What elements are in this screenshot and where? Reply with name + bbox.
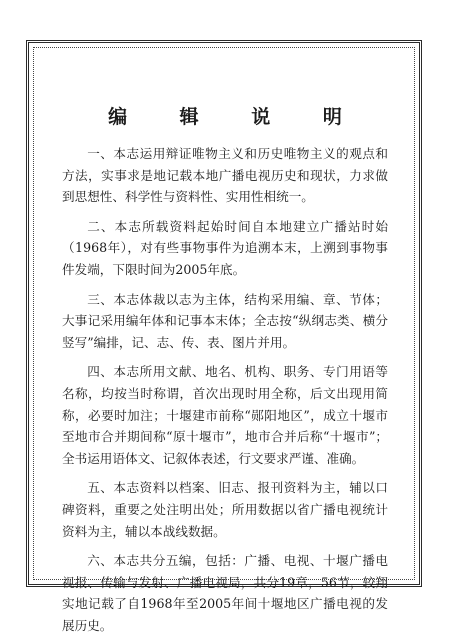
paragraph-3: 三、本志体裁以志为主体，结构采用编、章、节体；大事记采用编年体和记事本末体；全志按“纵纲志类、横分竖写”编排，记、志、传、表、图片并用。 <box>62 291 388 350</box>
paragraph-5: 五、本志资料以档案、旧志、报刊资料为主，辅以口碑资料，重要之处注明出处；所用数据以省广播电视统计资料为主，辅以本战线数据。 <box>62 480 388 539</box>
paragraph-6: 六、本志共分五编，包括：广播、电视、十堰广播电视报、传输与发射、广播电视局，共分19章，56节，较翔实地记载了自1968年至2005年间十堰地区广播电视的发展历史。 <box>62 553 388 633</box>
paragraph-2: 二、本志所载资料起始时间自本地建立广播站时始（1968年），对有些事物事件为追溯本末，上溯到事物事件发端，下限时间为2005年底。 <box>62 218 388 277</box>
paragraph-1: 一、本志运用辩证唯物主义和历史唯物主义的观点和方法，实事求是地记载本地广播电视历史和现状，力求做到思想性、科学性与资料性、实用性相统一。 <box>62 146 388 205</box>
paragraph-4: 四、本志所用文献、地名、机构、职务、专门用语等名称，均按当时称谓，首次出现时用全称，后文出现用简称，必要时加注；十堰建市前称“郧阳地区”，成立十堰市至地市合并期间称“原十堰市”，地市合并后称“十堰市”；全书运用语体文、记叙体表述，行文要求严谨、准确。 <box>62 364 388 466</box>
page-title: 编 辑 说 明 <box>108 106 365 128</box>
body-text <box>62 143 388 644</box>
